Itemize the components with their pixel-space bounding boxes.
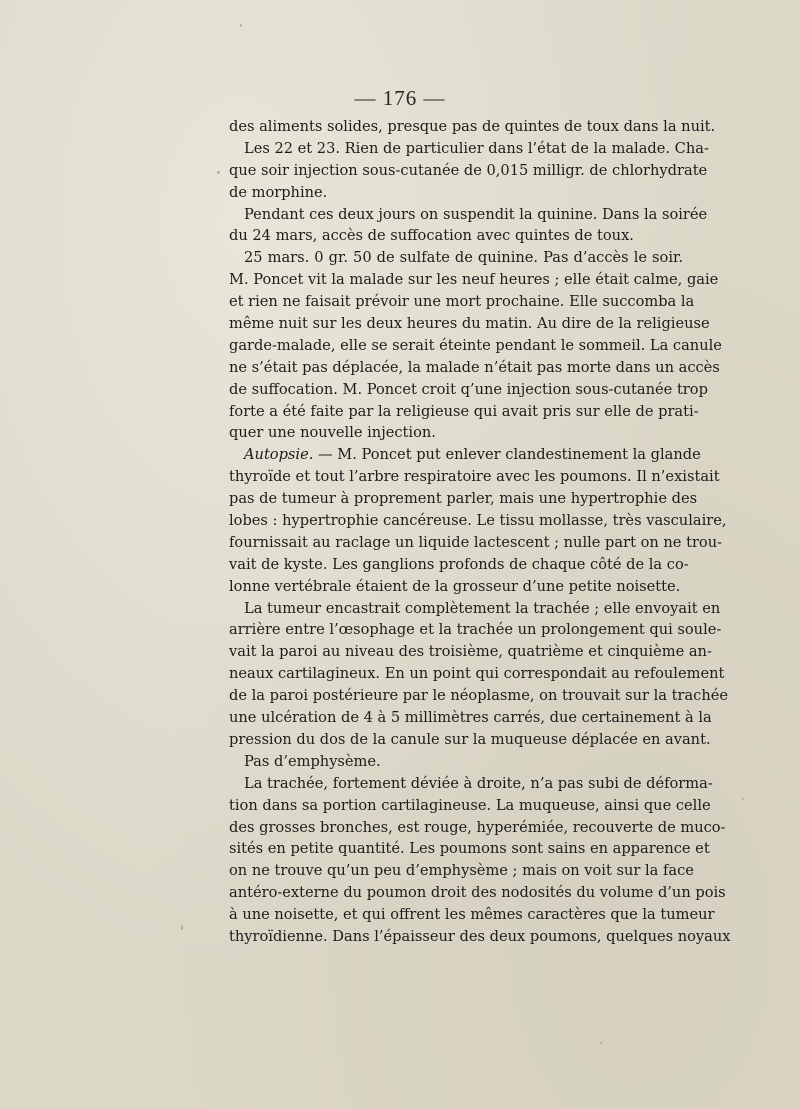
text-line: à une noisette, et qui offrent les mêmes caractères que la tumeur — [229, 906, 715, 924]
text-line: Les 22 et 23. Rien de particulier dans l’état de la malade. Cha- — [244, 139, 709, 157]
text-line: garde-malade, elle se serait éteinte pendant le sommeil. La canule — [229, 336, 722, 354]
italic-heading: Autopsie. — [244, 446, 314, 464]
text-line: quer une nouvelle injection. — [229, 424, 436, 442]
text-line: du 24 mars, accès de suffocation avec quintes de toux. — [229, 227, 634, 245]
text-line: pas de tumeur à proprement parler, mais une hypertrophie des — [229, 490, 698, 508]
paper-speck — [240, 24, 242, 27]
text-line: ne s’était pas déplacée, la malade n’était pas morte dans un accès — [229, 358, 720, 376]
text-line: de suffocation. M. Poncet croit q’une injection sous-cutanée trop — [229, 380, 708, 398]
text-line: antéro-externe du poumon droit des nodosités du volume d’un pois — [229, 884, 726, 902]
text-line: tion dans sa portion cartilagineuse. La muqueuse, ainsi que celle — [229, 796, 711, 814]
text-line: arrière entre l’œsophage et la trachée un prolongement qui soule- — [229, 621, 722, 639]
text-line: 25 mars. 0 gr. 50 de sulfate de quinine. Pas d’accès le soir. — [244, 249, 683, 267]
text-line: sités en petite quantité. Les poumons sont sains en apparence et — [229, 840, 710, 858]
text-line: fournissait au raclage un liquide lactescent ; nulle part on ne trou- — [229, 533, 723, 551]
text-line: on ne trouve qu’un peu d’emphysème ; mais on voit sur la face — [229, 862, 694, 880]
text-line: thyroïdienne. Dans l’épaisseur des deux poumons, quelques noyaux — [229, 927, 731, 945]
text-line: des aliments solides, presque pas de quintes de toux dans la nuit. — [229, 118, 716, 135]
text-line: forte a été faite par la religieuse qui avait pris sur elle de prati- — [229, 402, 699, 420]
page-number: — 176 — — [354, 86, 446, 110]
text-line: et rien ne faisait prévoir une mort prochaine. Elle succomba la — [229, 293, 695, 311]
text-line: Pendant ces deux jours on suspendit la quinine. Dans la soirée — [244, 205, 708, 223]
text-line: des grosses bronches, est rouge, hyperémiée, recouverte de muco- — [229, 818, 726, 836]
text-line: que soir injection sous-cutanée de 0,015 milligr. de chlorhydrate — [229, 161, 708, 179]
text-line: lobes : hypertrophie cancéreuse. Le tissu mollasse, très vasculaire, — [229, 512, 727, 530]
paper-speck — [742, 798, 744, 800]
paper-speck — [600, 1042, 602, 1044]
text-line — [229, 444, 701, 466]
text-line: La trachée, fortement déviée à droite, n’a pas subi de déforma- — [244, 774, 713, 792]
text-line: de morphine. — [229, 183, 328, 201]
text-line: une ulcération de 4 à 5 millimètres carrés, due certainement à la — [229, 709, 712, 727]
text-line: même nuit sur les deux heures du matin. Au dire de la religieuse — [229, 315, 710, 333]
text-line: lonne vertébrale étaient de la grosseur d’une petite noisette. — [229, 577, 681, 595]
text-line: de la paroi postérieure par le néoplasme, on trouvait sur la trachée — [229, 687, 729, 705]
paper-speck — [217, 171, 220, 174]
text-line: M. Poncet vit la malade sur les neuf heures ; elle était calme, gaie — [229, 271, 719, 289]
text-line: vait de kyste. Les ganglions profonds de chaque côté de la co- — [229, 555, 689, 573]
text-line: vait la paroi au niveau des troisième, quatrième et cinquième an- — [229, 643, 712, 661]
text-line: thyroïde et tout l’arbre respiratoire avec les poumons. Il n’existait — [229, 468, 720, 486]
text-line: pression du dos de la canule sur la muqueuse déplacée en avant. — [229, 730, 711, 748]
body-text — [229, 116, 731, 948]
text-line: La tumeur encastrait complètement la trachée ; elle envoyait en — [244, 599, 721, 617]
text-line: neaux cartilagineux. En un point qui correspondait au refoulement — [229, 665, 725, 683]
text-line: Pas d’emphysème. — [244, 752, 381, 770]
paper-speck — [181, 925, 183, 930]
line-text: — M. Poncet put enlever clandestinement la glande — [313, 446, 701, 464]
